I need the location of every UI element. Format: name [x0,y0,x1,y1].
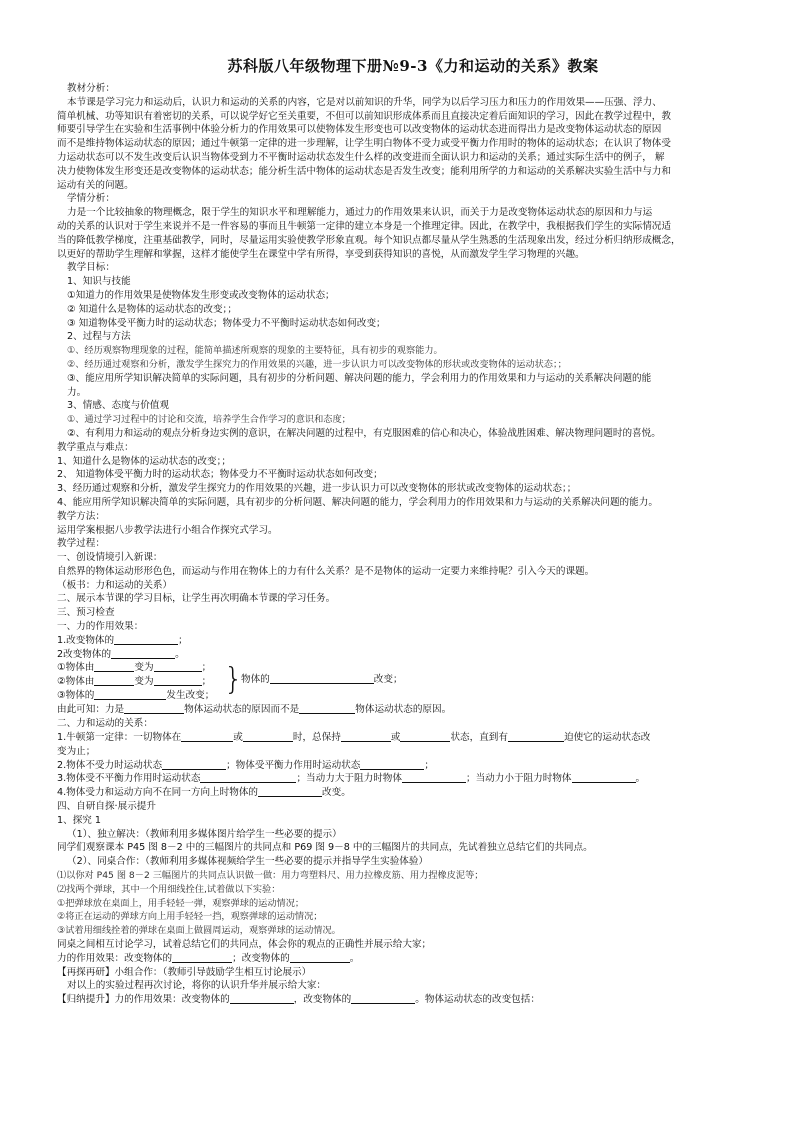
document-title: 苏科版八年级物理下册№9-3《力和运动的关系》教案 [227,57,599,75]
subsection-heading: 二、展示本节课的学习目标，让学生再次明确本节课的学习任务。 [57,593,336,605]
answer-blank[interactable] [94,661,134,672]
fill-text: ②物体由 [57,676,95,688]
paragraph-line: 自然界的物体运动形形色色，而运动与作用在物体上的力有什么关系？是不是物体的运动一定要力来维持呢？引入今天的课题。 [57,565,595,577]
subsection-heading: 1、知识与技能 [67,276,131,288]
answer-blank[interactable] [402,772,466,783]
subsection-heading: 2、过程与方法 [67,331,131,343]
fill-text: ；当动力大于阻力时物体 [296,773,402,785]
list-item: ②、经历通过观察和分析，激发学生探究力的作用效果的兴趣，进一步认识力可以改变物体的形状或改变物体的运动状态；； [67,358,567,370]
fill-text: 2改变物体的 [57,648,112,660]
fill-text: 迫使它的运动状态改 [564,732,651,744]
fill-text: ； [424,759,434,771]
fill-text: 发生改变； [166,690,215,702]
paragraph-line: 决力使物体发生形变还是改变物体的运动状态；能分析生活中物体的运动状态是否发生改变；能利用所学的力和运动的关系解决实验生活中与力和 [57,165,671,177]
paragraph-line: 力是一个比较抽象的物理概念，限于学生的知识水平和理解能力，通过力的作用效果来认识，而关于力是改变物体运动状态的原因和力与运 [67,207,653,219]
paragraph-line: 运用学案根据八步教学法进行小组合作探究式学习。 [57,524,278,536]
answer-blank[interactable] [200,772,296,783]
fill-in-line [241,673,403,687]
list-item: ③ 知道物体受平衡力时的运动状态；物体受力不平衡时运动状态如何改变； [67,317,386,329]
list-item: ①把弹球放在桌面上，用手轻轻一弹，观察弹球的运动情况； [57,897,305,909]
paragraph-line: 简单机械、功等知识有着密切的关系，可以说学好它至关重要，不但可以前知识形成体系而且直接决定着后面知识的学习，因此在教学过程中，教 [57,110,671,122]
fill-in-line [57,759,769,773]
fill-text: 1.牛顿第一定律：一切物体在 [57,732,182,744]
answer-blank[interactable] [243,731,293,742]
subsection-heading: 一、力的作用效果： [57,621,144,633]
paragraph-line: （1）、独立解决：（教师利用多媒体图片给学生一些必要的提示） [67,828,342,840]
answer-blank[interactable] [572,772,636,783]
fill-text: 3.物体受不平衡力作用时运动状态 [57,773,201,785]
answer-blank[interactable] [230,993,294,1004]
fill-in-line [57,786,769,800]
fill-text: 。 [349,952,360,964]
fill-text: 或 [233,732,243,744]
paragraph-line: （2）、同桌合作：（教师利用多媒体视频给学生一些必要的提示并指导学生实验体验） [67,856,429,868]
fill-text: ；改变物体的 [232,952,290,964]
answer-blank[interactable] [258,786,322,797]
paragraph-line: 动的关系的认识对于学生来说并不是一件容易的事而且牛顿第一定律的建立本身是一个推理定律。因此，在教学中，我根据我们学生的实际情况适 [57,220,671,232]
section-heading: 学情分析： [67,193,115,205]
paragraph-line: ⑵找两个弹球，其中一个用细线拴住,试着做以下实验： [57,883,281,895]
answer-blank[interactable] [181,731,233,742]
fill-text: 物体运动状态的原因而不是 [184,704,300,716]
subsection-heading: 1、探究 1 [57,814,102,826]
list-item: 1、知道什么是物体的运动状态的改变；； [57,455,231,467]
paragraph-line: 对以上的实验过程再次讨论，将你的认识升华并展示给大家： [67,980,327,992]
list-item: 4、能应用所学知识解决简单的实际问题，具有初步的分析问题、解决问题的能力，学会利用力的作用效果和力与运动的关系解决问题的能力。 [57,496,658,508]
list-item: ③试着用细线拴着的弹球在桌面上做圆周运动，观察弹球的运动情况。 [57,925,341,937]
document-page [57,56,769,1007]
answer-blank[interactable] [360,759,424,770]
list-item: ② 知道什么是物体的运动状态的改变；； [67,303,237,315]
answer-blank[interactable] [124,703,184,714]
paragraph-line: 运动有关的问题。 [57,179,134,191]
list-item: 力。 [67,386,87,398]
section-heading: 教学方法： [57,510,105,522]
paragraph-line: 同桌之间相互讨论学习，试着总结它们的共同点，体会你的观点的正确性并展示给大家； [57,939,432,951]
fill-text: 由此可知：力是 [57,704,125,716]
fill-text: 物体的 [241,674,270,686]
answer-blank[interactable] [94,675,134,686]
paragraph-line: 变为止； [57,745,96,757]
paragraph-line: ⑴以你对 P45 图 8－2 三幅图片的共同点认识做一做：用力弯塑料尺、用力拉橡皮筋、用力捏橡皮泥等； [57,870,484,882]
fill-in-line [57,703,769,717]
subsection-heading: 三、预习检查 [57,607,115,619]
fill-text: 或 [390,732,401,744]
fill-text: 4.物体受力和运动方向不在同一方向上时物体的 [57,787,259,799]
paragraph-line: 师要引导学生在实验和生活事例中体验分析力的作用效果可以使物体发生形变也可以改变物体的运动状态进而得出力是改变物体运动状态的原因 [57,124,662,136]
answer-blank[interactable] [172,952,232,963]
list-item: ①、经历观察物理现象的过程，能简单描述所观察的现象的主要特征，具有初步的观察能力。 [67,345,443,357]
section-heading: 教学目标： [67,262,115,274]
fill-text: 。物体运动状态的改变包括： [415,994,540,1006]
fill-text: 【归纳提升】力的作用效果：改变物体的 [57,994,230,1006]
paragraph-line: （板书：力和运动的关系） [57,579,173,591]
list-item: ②将正在运动的弹球方向上用手轻轻一挡，观察弹球的运动情况； [57,911,323,923]
paragraph-line: 而不是维持物体运动状态的原因；通过牛顿第一定律的进一步理解，让学生明白物体不受力或受平衡力作用时的物体的运动状态；在认识了物体受 [57,138,671,150]
fill-text: 物体运动状态的原因。 [355,704,452,716]
answer-blank[interactable] [270,673,374,684]
answer-blank[interactable] [341,731,391,742]
section-heading: 教学过程： [57,538,105,550]
fill-in-line: 1.改变物体的 ； [57,634,188,646]
paragraph-line: 力运动状态可以不发生改变后认识当物体受到力不平衡时运动状态发生什么样的改变进而全面认识力和运动的关系；通过实际生活中的例子， 解 [57,151,665,163]
answer-blank[interactable] [351,993,415,1004]
list-item: ③、能应用所学知识解决简单的实际问题，具有初步的分析问题、解决问题的能力，学会利用力的作用效果和力与运动的关系解决问题的能 [67,372,652,384]
answer-blank[interactable] [154,675,202,686]
paragraph-line: 当的降低教学梯度，注重基础教学，同时，尽量运用实验使教学形象直观。每个知识点都尽量从学生熟悉的生活现象出发，经过分析归纳形成概念， [57,234,681,246]
answer-blank[interactable] [114,634,178,645]
state-change-group [57,661,769,703]
fill-text: ；当动力小于阻力时物体 [466,773,572,785]
fill-text: ①物体由 [57,662,95,674]
list-item: 3、经历通过观察和分析，激发学生探究力的作用效果的兴趣，进一步认识力可以改变物体的形状或改变物体的运动状态；； [57,483,577,495]
fill-text: 1.改变物体的 [57,634,115,646]
answer-blank[interactable] [94,689,166,700]
fill-text: 2.物体不受力时运动状态 [57,759,163,771]
fill-text: 时，总保持 [292,732,341,744]
paragraph-line: 本节课是学习完力和运动后，认识力和运动的关系的内容，它是对以前知识的升华，同学为以后学习压力和压力的作用效果——压强、浮力、 [67,96,662,108]
subsection-heading: 3、情感、态度与价值观 [67,400,170,412]
fill-text: ；物体受平衡力作用时运动状态 [226,759,361,771]
answer-blank[interactable] [290,952,350,963]
answer-blank[interactable] [508,731,564,742]
answer-blank[interactable] [299,703,355,714]
list-item: 2、 知道物体受平衡力时的运动状态；物体受力不平衡时运动状态如何改变； [57,469,383,481]
paragraph-line: 【再探再研】小组合作：（教师引导鼓励学生相互讨论展示） [57,966,312,978]
answer-blank[interactable] [400,731,450,742]
section-heading: 教材分析： [67,83,115,94]
fill-in-line [57,689,769,703]
paragraph-line: 以更好的帮助学生理解和掌握，这样才能使学生在课堂中学有所得，享受到获得知识的喜悦，从而激发学生学习物理的兴趣。 [57,248,585,260]
fill-in-line [57,772,769,786]
fill-text: 。 [635,773,646,785]
fill-text: 改变； [373,674,403,686]
fill-text: 改变。 [322,787,351,799]
curly-brace-icon: } [224,662,244,698]
fill-in-line: 2改变物体的 。 [57,648,185,660]
fill-text: 力的作用效果：改变物体的 [57,952,173,964]
subsection-heading: 一、创设情境引入新课： [57,552,163,564]
answer-blank[interactable] [154,661,202,672]
answer-blank[interactable] [111,648,175,659]
fill-text: 状态，直到有 [450,732,508,744]
section-heading: 四、自研自探·展示提升 [57,801,156,813]
fill-text: ③物体的 [57,690,95,702]
fill-text: 变为 [134,676,154,688]
fill-in-line: ②物体由 变为 ； [57,676,212,688]
fill-in-line [57,952,769,966]
list-item: ②、有利用力和运动的观点分析身边实例的意识，在解决问题的过程中，有克服困难的信心和决心，体验战胜困难、解决物理问题时的喜悦。 [67,427,661,439]
fill-text: ，改变物体的 [293,994,352,1006]
paragraph-line: 同学们观察课本 P45 图 8－2 中的三幅图片的共同点和 P69 图 9－8 中的三幅图片的共同点，先试着独立总结它们的共同点。 [57,842,593,854]
fill-text: 变为 [134,662,154,674]
section-heading: 教学重点与难点： [57,441,134,453]
subsection-heading: 二、力和运动的关系： [57,718,153,730]
fill-in-line [57,731,769,745]
list-item: ①、通过学习过程中的讨论和交流，培养学生合作学习的意识和态度； [67,414,351,426]
fill-in-line [57,993,769,1007]
fill-in-line: ①物体由 变为 ； [57,662,212,674]
list-item: ①知道力的作用效果是使物体发生形变或改变物体的运动状态； [67,289,335,301]
answer-blank[interactable] [162,759,226,770]
